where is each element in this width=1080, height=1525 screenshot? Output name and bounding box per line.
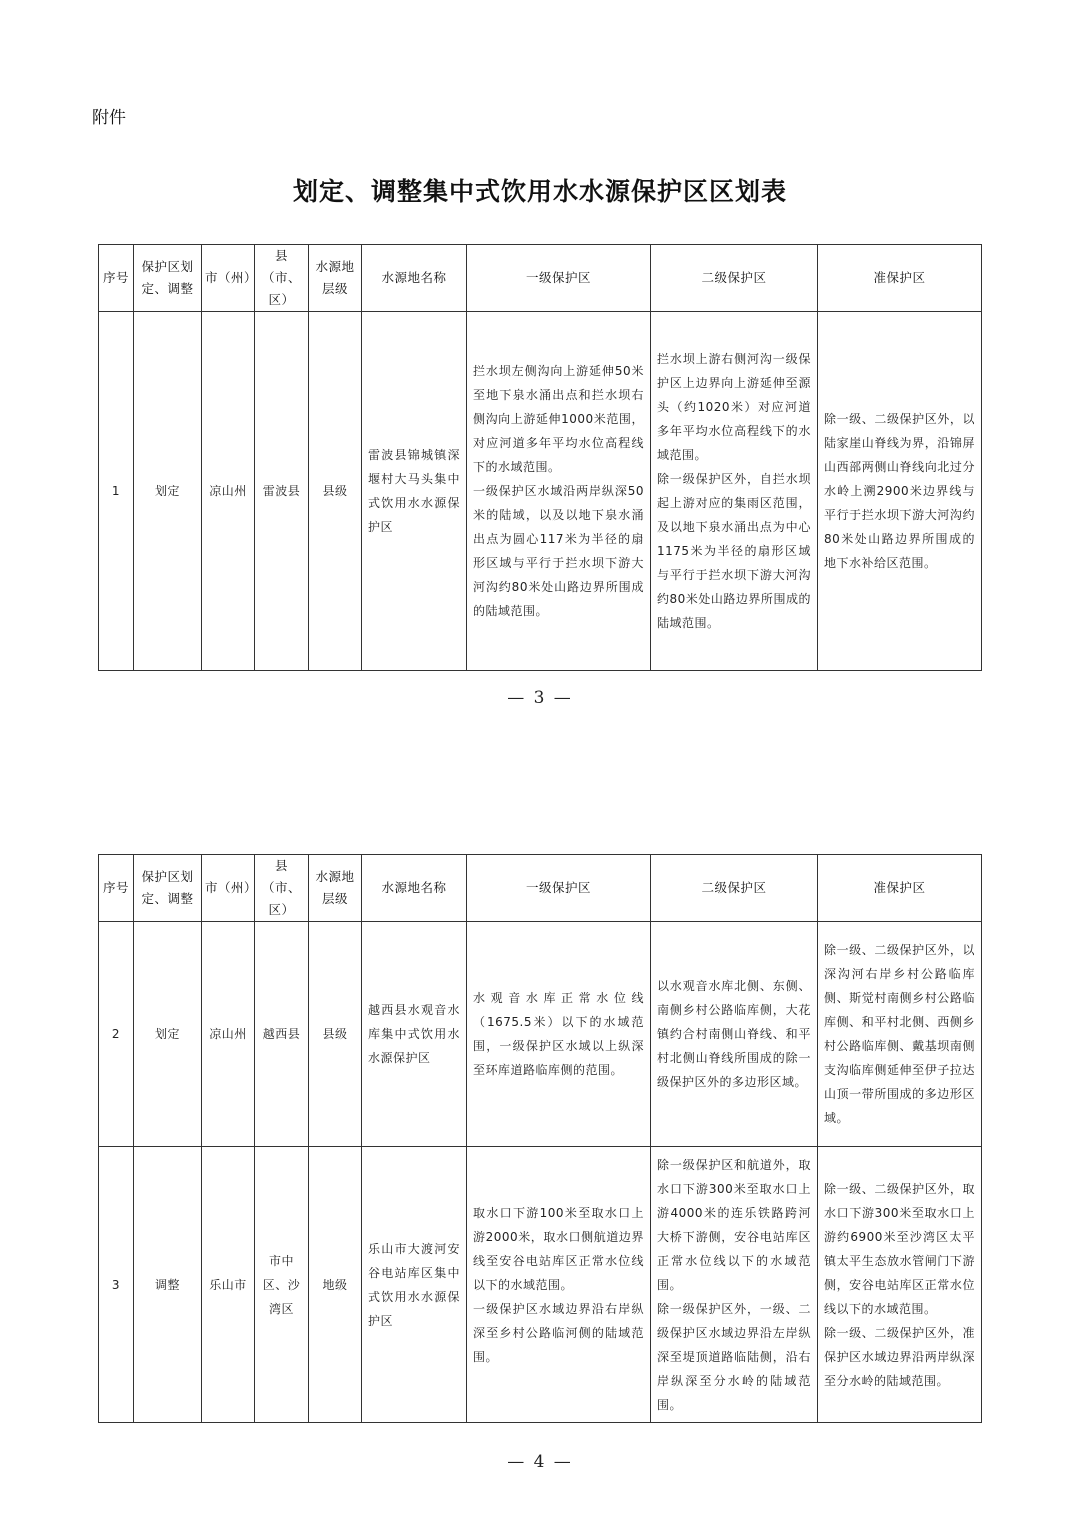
cell-quasi-zone: 除一级、二级保护区外，取水口下游300米至取水口上游约6900米至沙湾区太平镇太平生态放水管闸门下游侧，安谷电站库区正常水位线以下的水域范围。 除一级、二级保护区外，准保护区水域边界沿两岸纵深至分水岭的陆域范围。 bbox=[818, 1147, 982, 1423]
header-first-zone: 一级保护区 bbox=[467, 245, 651, 312]
header-quasi-zone: 准保护区 bbox=[818, 855, 982, 922]
header-quasi-zone: 准保护区 bbox=[818, 245, 982, 312]
page-number: — 4 — bbox=[507, 1452, 573, 1472]
cell-no: 2 bbox=[99, 922, 134, 1147]
header-no: 序号 bbox=[99, 245, 134, 312]
cell-county: 市中区、沙湾区 bbox=[255, 1147, 309, 1423]
cell-second-zone: 拦水坝上游右侧河沟一级保护区上边界向上游延伸至源头（约1020米）对应河道多年平均水位高程线下的水域范围。 除一级保护区外，自拦水坝起上游对应的集雨区范围，及以地下泉水涌出点为中心1175米为半径的扇形区域与平行于拦水坝下游大河沟约80米处山路边界所围成的陆域范围。 bbox=[651, 312, 818, 671]
table-header-row bbox=[99, 245, 982, 312]
header-first-zone: 一级保护区 bbox=[467, 855, 651, 922]
cell-type: 划定 bbox=[134, 312, 202, 671]
page-number: — 3 — bbox=[507, 688, 573, 708]
cell-type: 划定 bbox=[134, 922, 202, 1147]
cell-no: 3 bbox=[99, 1147, 134, 1423]
header-name: 水源地名称 bbox=[362, 855, 467, 922]
zoning-table-page-3 bbox=[98, 244, 982, 671]
cell-city: 乐山市 bbox=[202, 1147, 255, 1423]
cell-name: 乐山市大渡河安谷电站库区集中式饮用水水源保护区 bbox=[362, 1147, 467, 1423]
cell-type: 调整 bbox=[134, 1147, 202, 1423]
table-row bbox=[99, 922, 982, 1147]
cell-first-zone: 拦水坝左侧沟向上游延伸50米至地下泉水涌出点和拦水坝右侧沟向上游延伸1000米范围，对应河道多年平均水位高程线下的水域范围。 一级保护区水域沿两岸纵深50米的陆域，以及以地下泉水涌出点为圆心117米为半径的扇形区域与平行于拦水坝下游大河沟约80米处山路边界所围成的陆域范围。 bbox=[467, 312, 651, 671]
header-second-zone: 二级保护区 bbox=[651, 245, 818, 312]
table-header-row bbox=[99, 855, 982, 922]
cell-city: 凉山州 bbox=[202, 922, 255, 1147]
cell-quasi-zone: 除一级、二级保护区外，以深沟河右岸乡村公路临库侧、斯觉村南侧乡村公路临库侧、和平村北侧、西侧乡村公路临库侧、戴基坝南侧支沟临库侧延伸至伊子拉达山顶一带所围成的多边形区域。 bbox=[818, 922, 982, 1147]
attachment-label: 附件 bbox=[92, 108, 126, 128]
cell-level: 县级 bbox=[309, 312, 362, 671]
cell-quasi-zone: 除一级、二级保护区外，以陆家崖山脊线为界，沿锦屏山西部两侧山脊线向北过分水岭上溯2900米边界线与平行于拦水坝下游大河沟约80米处山路边界所围成的地下水补给区范围。 bbox=[818, 312, 982, 671]
cell-county: 雷波县 bbox=[255, 312, 309, 671]
header-type: 保护区划 定、调整 bbox=[134, 245, 202, 312]
table-row bbox=[99, 1147, 982, 1423]
cell-first-zone: 取水口下游100米至取水口上游2000米，取水口侧航道边界线至安谷电站库区正常水位线以下的水域范围。 一级保护区水域边界沿右岸纵深至乡村公路临河侧的陆域范围。 bbox=[467, 1147, 651, 1423]
cell-no: 1 bbox=[99, 312, 134, 671]
cell-second-zone: 以水观音水库北侧、东侧、南侧乡村公路临库侧，大花镇约合村南侧山脊线、和平村北侧山脊线所围成的除一级保护区外的多边形区域。 bbox=[651, 922, 818, 1147]
header-city: 市（州） bbox=[202, 245, 255, 312]
header-county: 县 （市、区） bbox=[255, 245, 309, 312]
header-city: 市（州） bbox=[202, 855, 255, 922]
cell-name: 雷波县锦城镇深堰村大马头集中式饮用水水源保护区 bbox=[362, 312, 467, 671]
cell-level: 地级 bbox=[309, 1147, 362, 1423]
cell-second-zone: 除一级保护区和航道外，取水口下游300米至取水口上游4000米的连乐铁路跨河大桥下游侧，安谷电站库区正常水位线以下的水域范围。 除一级保护区外，一级、二级保护区水域边界沿左岸纵深至堤顶道路临陆侧，沿右岸纵深至分水岭的陆域范围。 bbox=[651, 1147, 818, 1423]
cell-county: 越西县 bbox=[255, 922, 309, 1147]
header-level: 水源地 层级 bbox=[309, 855, 362, 922]
cell-city: 凉山州 bbox=[202, 312, 255, 671]
header-no: 序号 bbox=[99, 855, 134, 922]
cell-level: 县级 bbox=[309, 922, 362, 1147]
zoning-table-page-4 bbox=[98, 854, 982, 1423]
cell-first-zone: 水观音水库正常水位线（1675.5米）以下的水域范围，一级保护区水域以上纵深至环库道路临库侧的范围。 bbox=[467, 922, 651, 1147]
header-second-zone: 二级保护区 bbox=[651, 855, 818, 922]
header-name: 水源地名称 bbox=[362, 245, 467, 312]
header-county: 县 （市、区） bbox=[255, 855, 309, 922]
cell-name: 越西县水观音水库集中式饮用水水源保护区 bbox=[362, 922, 467, 1147]
page-title: 划定、调整集中式饮用水水源保护区区划表 bbox=[292, 177, 787, 206]
table-row bbox=[99, 312, 982, 671]
header-level: 水源地 层级 bbox=[309, 245, 362, 312]
header-type: 保护区划 定、调整 bbox=[134, 855, 202, 922]
